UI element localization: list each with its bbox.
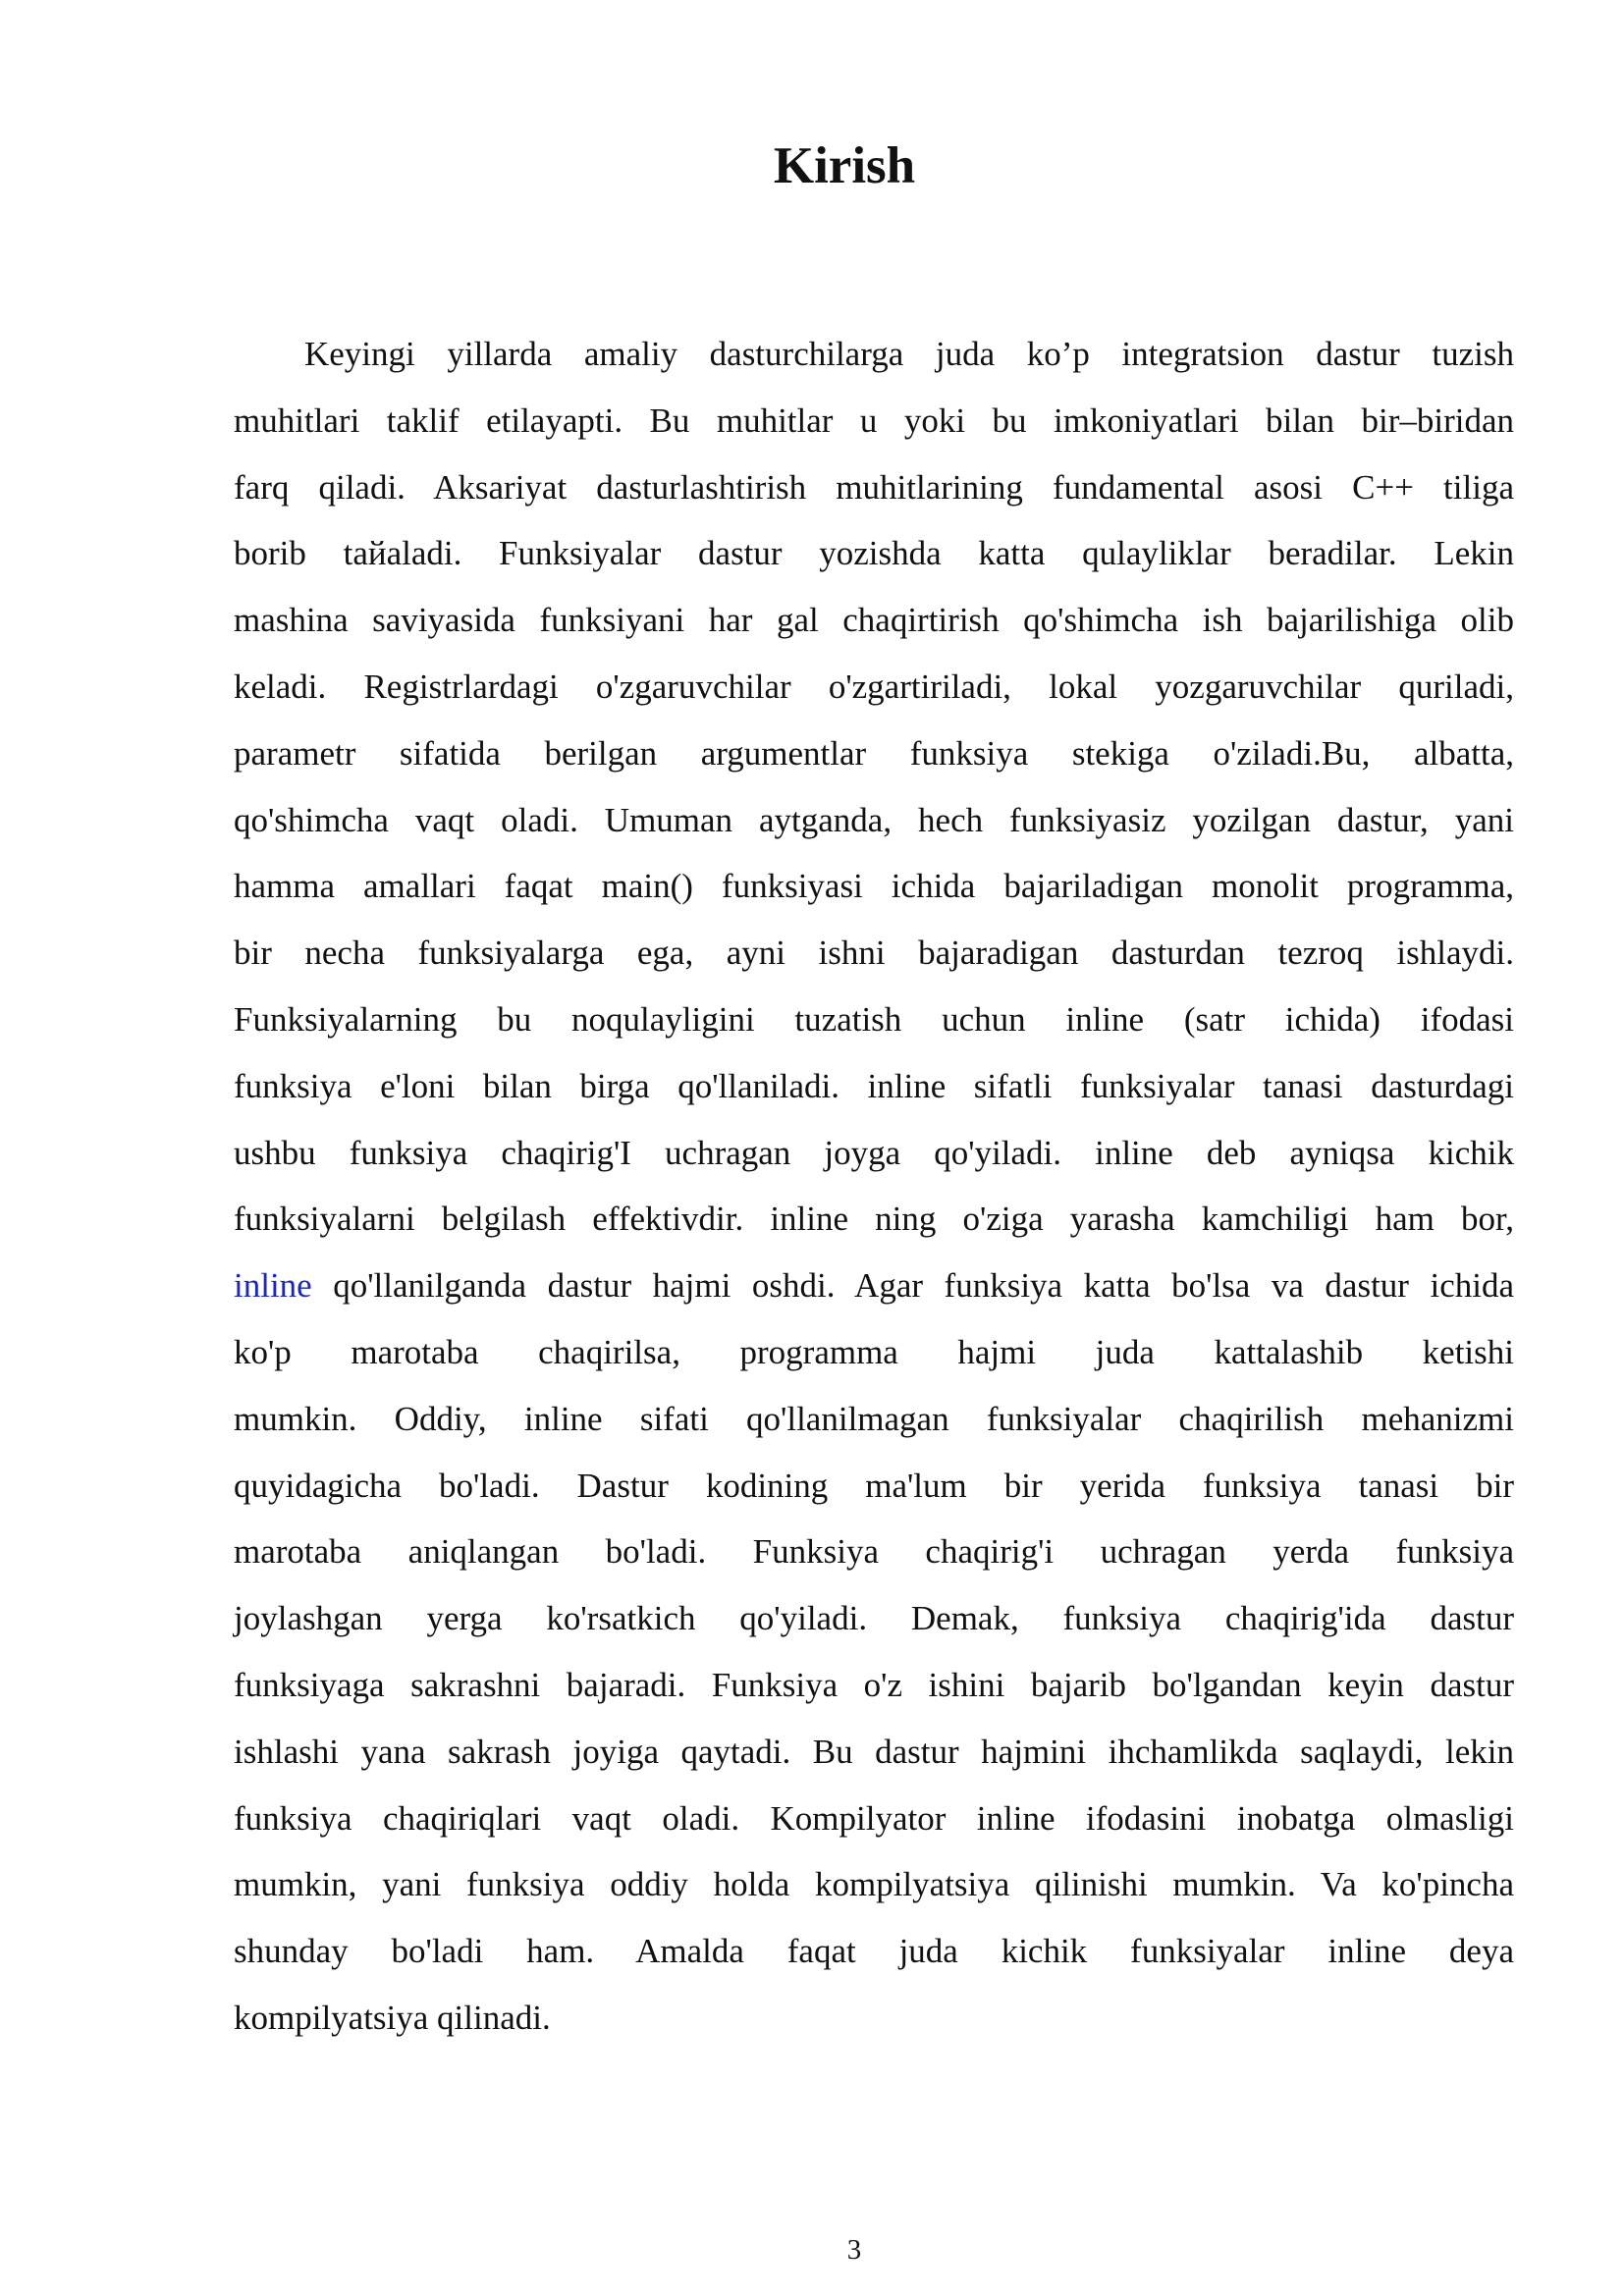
paragraph-line-with-link — [234, 1253, 1514, 1319]
paragraph-line: mumkin. Oddiy, inline sifati qo'llanilmagan funksiyalar chaqirilish mehanizmi — [234, 1399, 1514, 1438]
paragraph-line: funksiya chaqiriqlari vaqt oladi. Kompilyator inline ifodasini inobatga olmasligi — [234, 1798, 1514, 1838]
paragraph-line: mashina saviyasida funksiyani har gal chaqirtirish qo'shimcha ish bajarilishiga olib — [234, 601, 1514, 640]
paragraph-line: parametr sifatida berilgan argumentlar funksiya stekiga o'ziladi.Bu, albatta, — [234, 733, 1514, 773]
paragraph-line: mumkin, yani funksiya oddiy holda kompilyatsiya qilinishi mumkin. Va ko'pincha — [234, 1865, 1514, 1904]
paragraph-line: quyidagicha bo'ladi. Dastur kodining ma'lum bir yerida funksiya tanasi bir — [234, 1466, 1514, 1505]
paragraph-line-text: qo'llanilganda dastur hajmi oshdi. Agar funksiya katta bo'lsa va dastur ichida — [311, 1266, 1514, 1306]
page-title: Kirish — [773, 137, 916, 194]
paragraph-line: farq qiladi. Aksariyat dasturlashtirish muhitlarining fundamental asosi C++ tiligа — [234, 467, 1514, 507]
paragraph-line: joylashgan yerga ko'rsatkich qo'yiladi. Demak, funksiya chaqirig'ida dastur — [234, 1599, 1514, 1638]
paragraph-line: hamma amallari faqat main() funksiyasi ichida bajariladigan monolit programma, — [234, 867, 1514, 906]
paragraph-line: marotaba aniqlangan bo'ladi. Funksiya chaqirig'i uchragan yerda funksiya — [234, 1532, 1514, 1572]
body-paragraph — [234, 321, 1514, 2052]
paragraph-line: ishlashi yana sakrash joyiga qaytadi. Bu dastur hajmini ihchamlikda saqlaydi, lekin — [234, 1732, 1514, 1771]
paragraph-line: qo'shimcha vaqt oladi. Umuman aytganda, hech funksiyasiz yozilgan dastur, yani — [234, 800, 1514, 839]
paragraph-line: keladi. Registrlardagi o'zgaruvchilar o'zgartiriladi, lokal yozgaruvchilar quriladi, — [234, 667, 1514, 706]
page-number: 3 — [846, 2234, 862, 2266]
paragraph-line: Keyingi yillarda amaliy dasturchilarga juda ko’p integratsion dastur tuzish — [304, 335, 1514, 373]
paragraph-line: muhitlari taklif etilayapti. Bu muhitlar u yoki bu imkoniyatlari bilan bir–biridan — [234, 400, 1514, 440]
inline-link[interactable]: inline — [234, 1266, 312, 1306]
paragraph-line: borib taйaladi. Funksiyalar dastur yozishda katta qulayliklar beradilar. Lekin — [234, 534, 1514, 573]
paragraph-line: ushbu funksiya chaqirig'I uchragan joyga qo'yiladi. inline deb ayniqsa kichik — [234, 1133, 1514, 1172]
paragraph-line: funksiya e'loni bilan birga qo'llaniladi. inline sifatli funksiyalar tanasi dasturdagi — [234, 1066, 1514, 1105]
paragraph-line: funksiyaga sakrashni bajaradi. Funksiya o'z ishini bajarib bo'lgandan keyin dastur — [234, 1665, 1514, 1704]
paragraph-line: shunday bo'ladi ham. Amalda faqat juda kichik funksiyalar inline deya — [234, 1932, 1514, 1971]
paragraph-line: bir necha funksiyalarga ega, ayni ishni bajaradigan dasturdan tezroq ishlaydi. — [234, 934, 1514, 973]
paragraph-line: ko'p marotaba chaqirilsa, programma hajmi juda kattalashib ketishi — [234, 1332, 1514, 1371]
paragraph-line: Funksiyalarning bu noqulayligini tuzatish uchun inline (satr ichida) ifodasi — [234, 999, 1514, 1039]
paragraph-line: kompilyatsiya qilinadi. — [234, 1998, 551, 2037]
paragraph-line: funksiyalarni belgilash effektivdir. inline ning o'ziga yarasha kamchiligi ham bor, — [234, 1200, 1514, 1239]
